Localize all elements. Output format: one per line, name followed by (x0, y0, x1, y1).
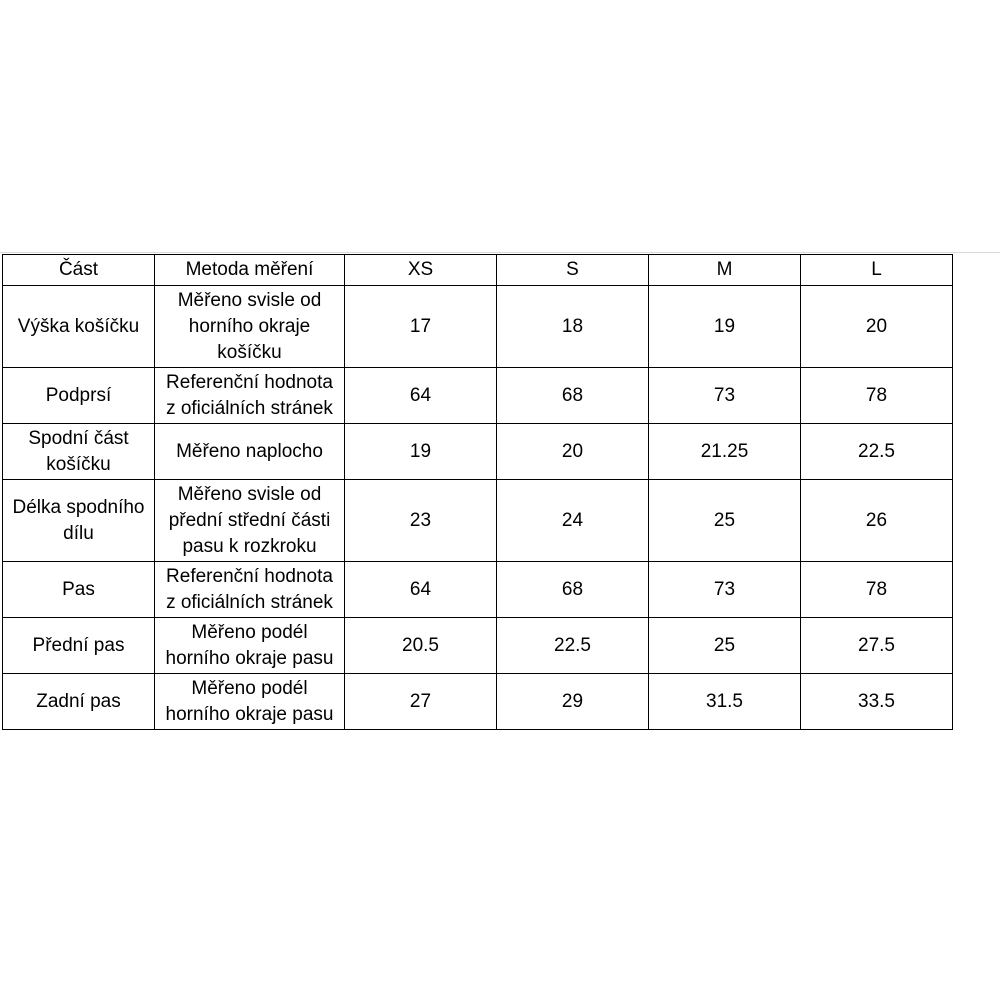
method-cell: Měřeno svisle od horního okraje košíčku (155, 286, 345, 368)
value-cell-m: 19 (649, 286, 801, 368)
table-row (3, 480, 953, 562)
method-cell: Referenční hodnota z oficiálních stránek (155, 368, 345, 424)
value-cell-l: 78 (801, 368, 953, 424)
table-row (3, 674, 953, 730)
size-chart-table (2, 254, 953, 730)
top-divider (0, 252, 1000, 253)
value-cell-xs: 17 (345, 286, 497, 368)
part-cell: Spodní část košíčku (3, 424, 155, 480)
part-cell: Podprsí (3, 368, 155, 424)
method-cell: Měřeno svisle od přední střední části pasu k rozkroku (155, 480, 345, 562)
value-cell-l: 20 (801, 286, 953, 368)
value-cell-l: 26 (801, 480, 953, 562)
method-cell: Referenční hodnota z oficiálních stránek (155, 562, 345, 618)
header-cell-part: Část (3, 255, 155, 286)
value-cell-xs: 64 (345, 562, 497, 618)
value-cell-l: 27.5 (801, 618, 953, 674)
value-cell-s: 24 (497, 480, 649, 562)
value-cell-m: 21.25 (649, 424, 801, 480)
table-row (3, 424, 953, 480)
value-cell-l: 22.5 (801, 424, 953, 480)
value-cell-s: 20 (497, 424, 649, 480)
header-cell-size-s: S (497, 255, 649, 286)
table-row (3, 562, 953, 618)
part-cell: Délka spodního dílu (3, 480, 155, 562)
value-cell-m: 73 (649, 368, 801, 424)
part-cell: Přední pas (3, 618, 155, 674)
value-cell-s: 29 (497, 674, 649, 730)
value-cell-m: 25 (649, 480, 801, 562)
header-cell-method: Metoda měření (155, 255, 345, 286)
value-cell-l: 33.5 (801, 674, 953, 730)
table-row (3, 368, 953, 424)
value-cell-m: 25 (649, 618, 801, 674)
value-cell-m: 73 (649, 562, 801, 618)
value-cell-s: 22.5 (497, 618, 649, 674)
part-cell: Zadní pas (3, 674, 155, 730)
value-cell-xs: 19 (345, 424, 497, 480)
header-cell-size-m: M (649, 255, 801, 286)
value-cell-s: 18 (497, 286, 649, 368)
header-cell-size-xs: XS (345, 255, 497, 286)
table-row (3, 286, 953, 368)
value-cell-xs: 20.5 (345, 618, 497, 674)
table-row (3, 618, 953, 674)
method-cell: Měřeno podél horního okraje pasu (155, 674, 345, 730)
method-cell: Měřeno podél horního okraje pasu (155, 618, 345, 674)
value-cell-m: 31.5 (649, 674, 801, 730)
table-header-row (3, 255, 953, 286)
method-cell: Měřeno naplocho (155, 424, 345, 480)
value-cell-xs: 23 (345, 480, 497, 562)
part-cell: Pas (3, 562, 155, 618)
value-cell-xs: 27 (345, 674, 497, 730)
part-cell: Výška košíčku (3, 286, 155, 368)
value-cell-xs: 64 (345, 368, 497, 424)
value-cell-s: 68 (497, 368, 649, 424)
value-cell-l: 78 (801, 562, 953, 618)
header-cell-size-l: L (801, 255, 953, 286)
value-cell-s: 68 (497, 562, 649, 618)
